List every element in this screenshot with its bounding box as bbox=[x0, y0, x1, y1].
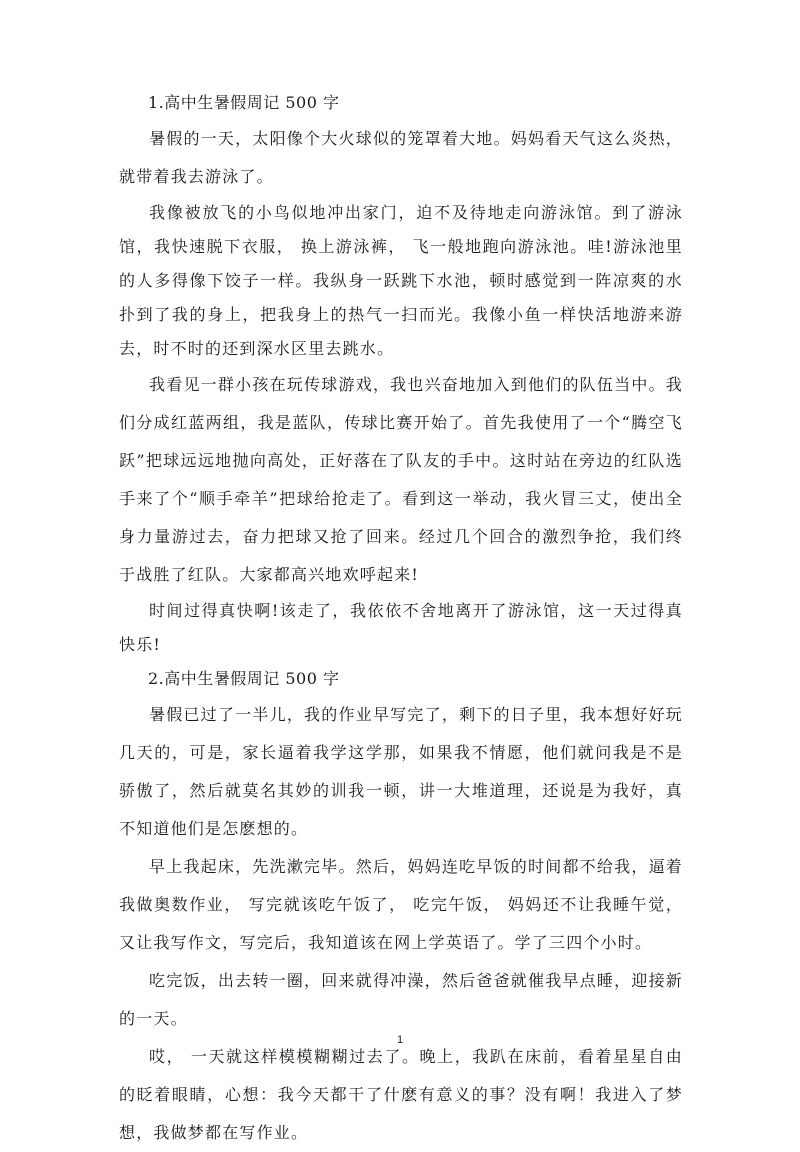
section-1-paragraph-2: 我像被放飞的小鸟似地冲出家门，迫不及待地走向游泳馆。到了游泳馆，我快速脱下衣服， 换上游泳裤， 飞一般地跑向游泳池。哇!游泳池里的人多得像下饺子一样。我纵身一跃跳下水池，顿时感觉到一阵凉爽的水扑到了我的身上，把我身上的热气一扫而光。我像小鱼一样快活地游来游去，时不时的还到深水区里去跳水。 bbox=[119, 203, 683, 358]
section-1-paragraph-4: 时间过得真快啊!该走了，我依依不舍地离开了游泳馆，这一天过得真快乐! bbox=[119, 601, 683, 654]
section-2-paragraph-3: 吃完饭，出去转一圈，回来就得冲澡，然后爸爸就催我早点睡，迎接新的一天。 bbox=[119, 971, 683, 1028]
section-2-paragraph-2: 早上我起床，先洗漱完毕。然后，妈妈连吃早饭的时间都不给我，逼着我做奥数作业， 写完就该吃午饭了， 吃完午饭， 妈妈还不让我睡午觉， 又让我写作文，写完后，我知道该在网上学英语了。学了三四个小时。 bbox=[119, 857, 683, 952]
document-body bbox=[119, 86, 683, 1152]
section-1-heading: 1.高中生暑假周记 500 字 bbox=[148, 93, 340, 112]
section-2-heading: 2.高中生暑假周记 500 字 bbox=[148, 669, 340, 688]
section-1-paragraph-3: 我看见一群小孩在玩传球游戏，我也兴奋地加入到他们的队伍当中。我们分成红蓝两组，我是蓝队，传球比赛开始了。首先我使用了一个“腾空飞跃”把球远远地抛向高处，正好落在了队友的手中。这时站在旁边的红队选手来了个“顺手牵羊”把球给抢走了。看到这一举动，我火冒三丈，使出全身力量游过去，奋力把球又抢了回来。经过几个回合的激烈争抢，我们终于战胜了红队。大家都高兴地欢呼起来! bbox=[119, 375, 683, 584]
section-1-paragraph-1: 暑假的一天，太阳像个大火球似的笼罩着大地。妈妈看天气这么炎热，就带着我去游泳了。 bbox=[119, 129, 683, 186]
section-2-paragraph-1: 暑假已过了一半儿，我的作业早写完了，剩下的日子里，我本想好好玩几天的，可是，家长逼着我学这学那，如果我不情愿，他们就问我是不是骄傲了，然后就莫名其妙的训我一顿，讲一大堆道理，还说是为我好，真不知道他们是怎麽想的。 bbox=[119, 705, 683, 838]
section-2-paragraph-4: 哎， 一天就这样模模糊糊过去了。晚上，我趴在床前，看着星星自由的眨着眼睛，心想：我今天都干了什麽有意义的事？没有啊！我进入了梦想，我做梦都在写作业。 bbox=[119, 1047, 683, 1142]
page-number: 1 bbox=[396, 1034, 404, 1046]
